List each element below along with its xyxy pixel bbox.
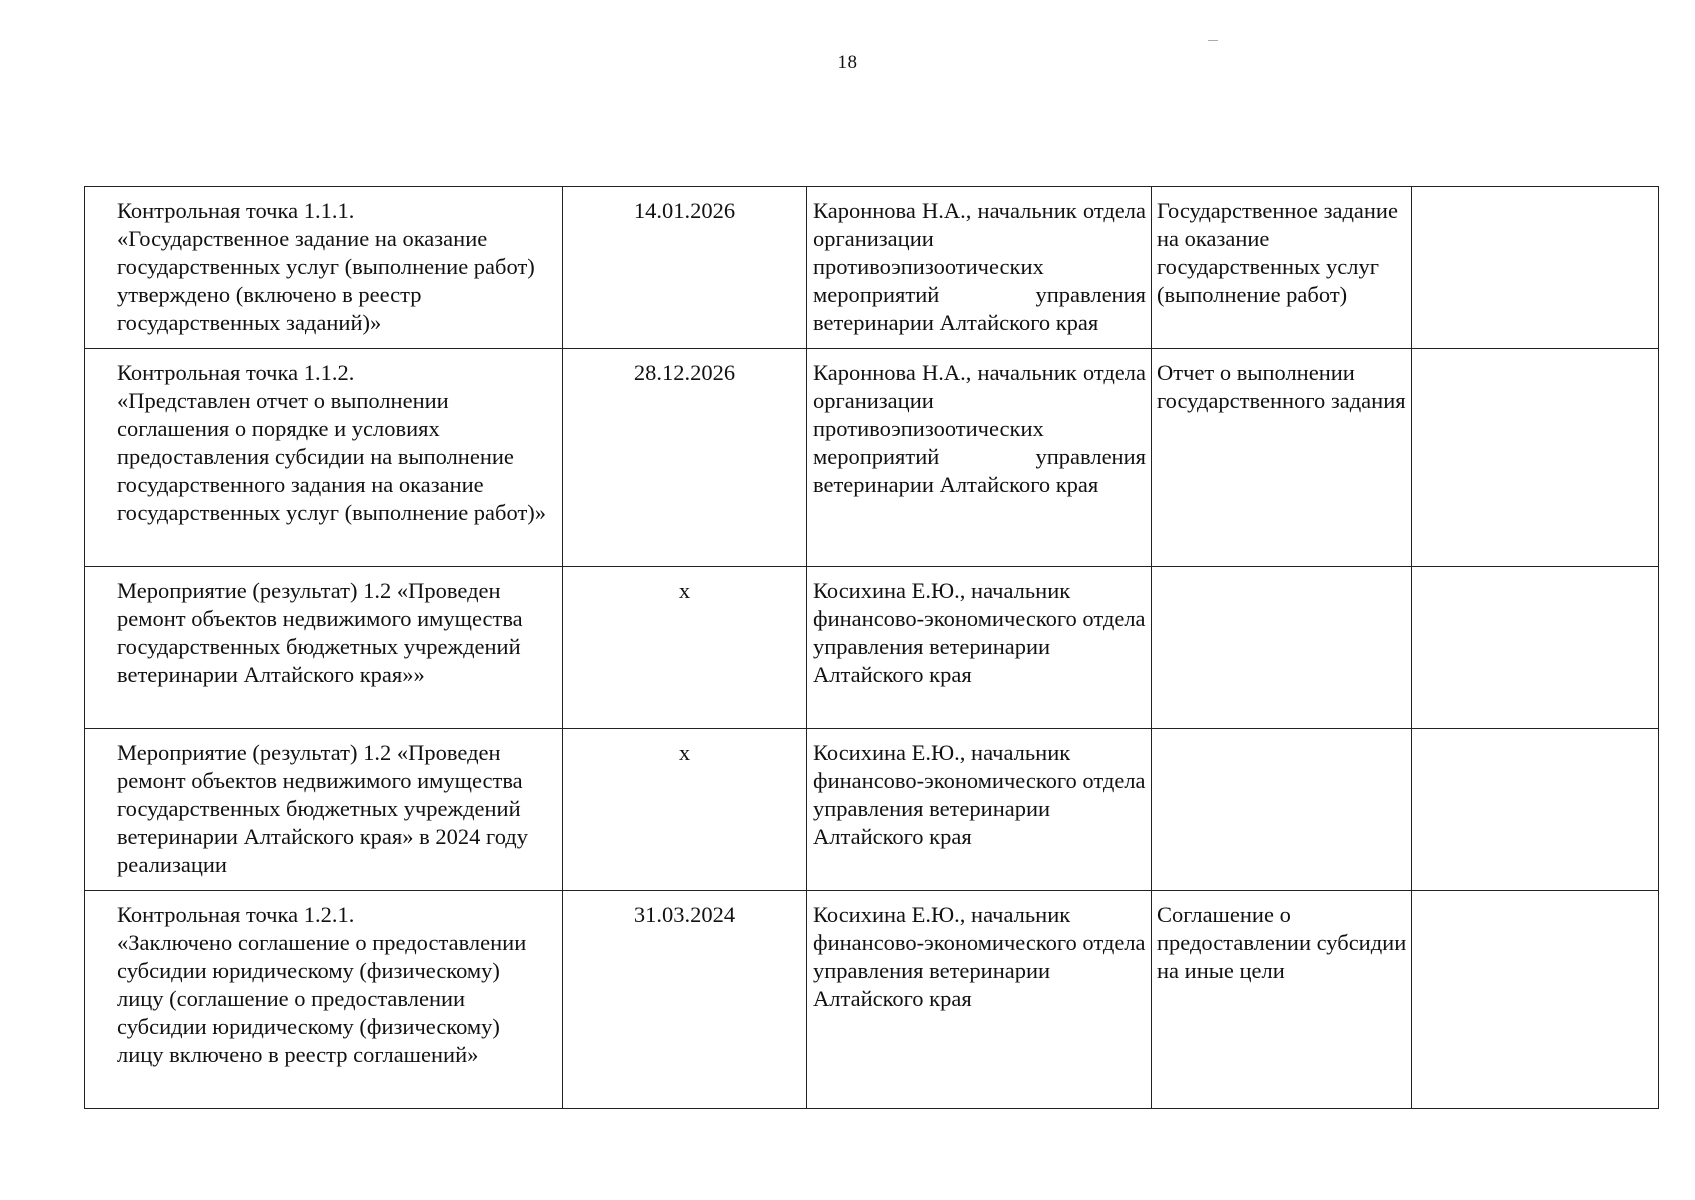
cell-responsible-text: Косихина Е.Ю., начальник финансово-экономического отдела управления ветеринарии Алтайского края: [813, 740, 1146, 849]
table-row: [85, 567, 1659, 729]
table-row: [85, 729, 1659, 891]
cell-date: [563, 349, 807, 567]
cell-name-text: Мероприятие (результат) 1.2 «Проведен ремонт объектов недвижимого имущества государственных бюджетных учреждений ветеринарии Алтайского края»»: [117, 578, 523, 687]
cell-extra: [1412, 567, 1659, 729]
cell-responsible-text: Кароннова Н.А., начальник отдела организации противоэпизоотических мероприятий управления ветеринарии Алтайского края: [813, 360, 1146, 497]
cell-date-text: 14.01.2026: [633, 198, 736, 223]
cell-name-text: Контрольная точка 1.2.1. «Заключено соглашение о предоставлении субсидии юридическому (физическому) лицу (соглашение о предоставлении субсидии юридическому (физическому) лицу включено в реестр соглашений»: [117, 902, 527, 1067]
cell-extra: [1412, 729, 1659, 891]
cell-name: [85, 349, 563, 567]
cell-date: [563, 891, 807, 1109]
cell-document-text: Государственное задание на оказание государственных услуг (выполнение работ): [1157, 198, 1398, 307]
cell-document: [1152, 567, 1412, 729]
cell-name-text: Мероприятие (результат) 1.2 «Проведен ремонт объектов недвижимого имущества государственных бюджетных учреждений ветеринарии Алтайского края» в 2024 году реализации: [117, 740, 528, 877]
cell-responsible-text: Косихина Е.Ю., начальник финансово-экономического отдела управления ветеринарии Алтайского края: [813, 902, 1146, 1011]
cell-name: [85, 891, 563, 1109]
table-row: [85, 187, 1659, 349]
cell-responsible-text: Косихина Е.Ю., начальник финансово-экономического отдела управления ветеринарии Алтайского края: [813, 578, 1146, 687]
cell-responsible: [807, 567, 1152, 729]
cell-date-text: 31.03.2024: [633, 902, 736, 927]
cell-document: [1152, 187, 1412, 349]
plan-table: [84, 186, 1659, 1109]
cell-document: [1152, 729, 1412, 891]
cell-document-text: Отчет о выполнении государственного задания: [1157, 360, 1406, 413]
cell-date: [563, 729, 807, 891]
cell-document: [1152, 349, 1412, 567]
cell-name-text: Контрольная точка 1.1.2. «Представлен отчет о выполнении соглашения о порядке и условиях предоставления субсидии на выполнение государственного задания на оказание государственных услуг (выполнение работ)»: [117, 360, 547, 525]
cell-date-text: х: [678, 740, 691, 765]
cell-document-text: Соглашение о предоставлении субсидии на иные цели: [1157, 902, 1407, 983]
scan-mark: [1208, 40, 1218, 41]
cell-date: [563, 187, 807, 349]
cell-extra: [1412, 349, 1659, 567]
cell-name-text: Контрольная точка 1.1.1. «Государственное задание на оказание государственных услуг (выполнение работ) утверждено (включено в реестр государственных заданий)»: [117, 198, 535, 335]
cell-document: [1152, 891, 1412, 1109]
cell-responsible-text: Кароннова Н.А., начальник отдела организации противоэпизоотических мероприятий управления ветеринарии Алтайского края: [813, 198, 1146, 335]
page-number: 18: [837, 52, 858, 73]
table-row: [85, 349, 1659, 567]
cell-date-text: 28.12.2026: [633, 360, 736, 385]
cell-extra: [1412, 891, 1659, 1109]
cell-responsible: [807, 187, 1152, 349]
cell-date-text: х: [678, 578, 691, 603]
cell-responsible: [807, 891, 1152, 1109]
cell-date: [563, 567, 807, 729]
cell-name: [85, 187, 563, 349]
cell-name: [85, 567, 563, 729]
cell-responsible: [807, 349, 1152, 567]
table-row: [85, 891, 1659, 1109]
cell-name: [85, 729, 563, 891]
cell-extra: [1412, 187, 1659, 349]
cell-responsible: [807, 729, 1152, 891]
